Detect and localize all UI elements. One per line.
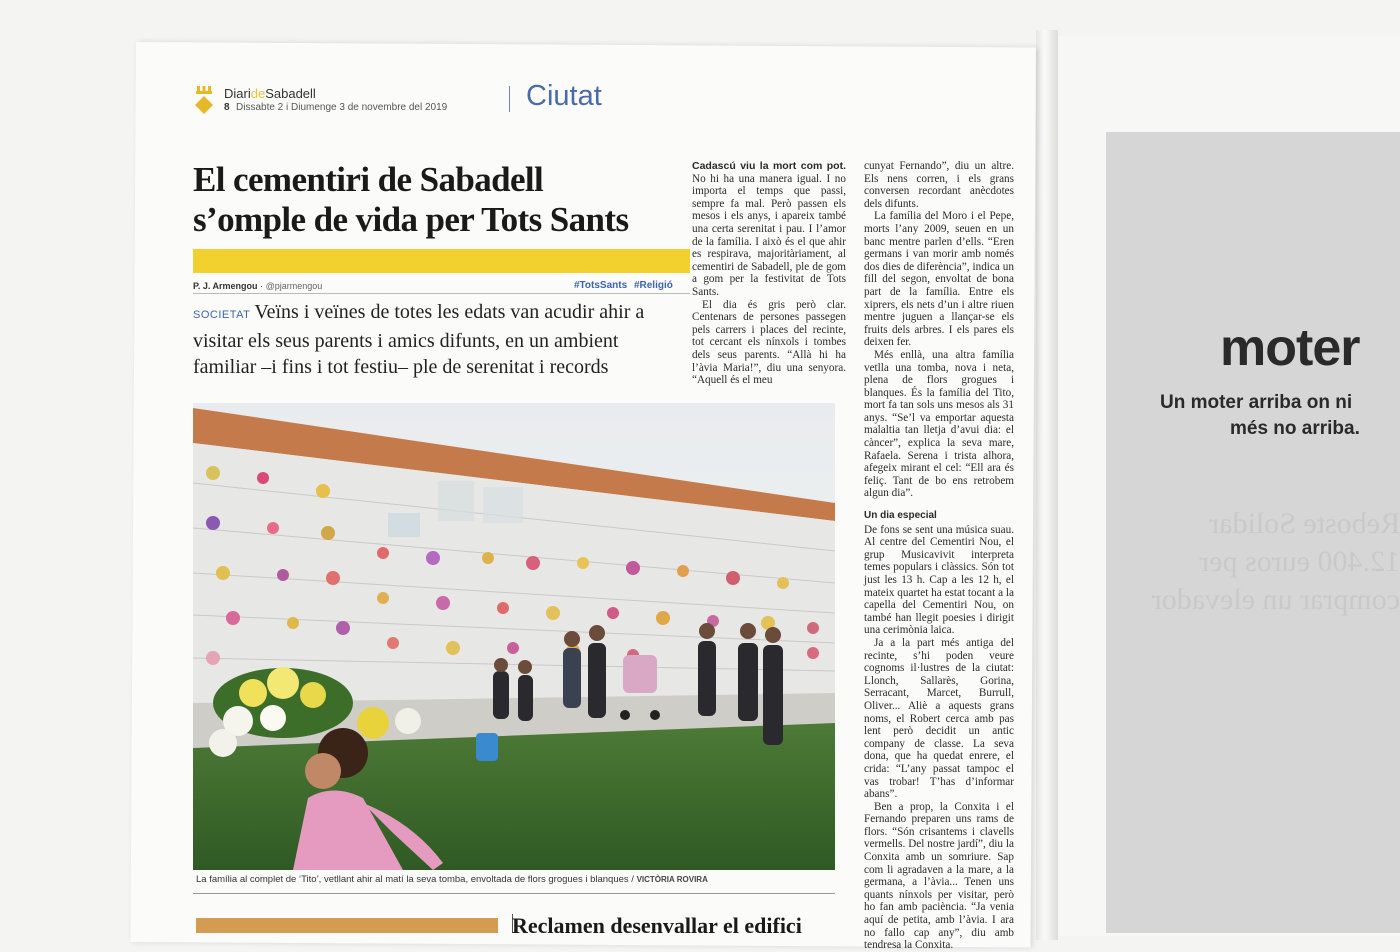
hashtag: #TotsSants [574,280,628,291]
text-column-2 [864,160,1014,952]
article-bottom-rule [193,893,835,894]
paragraph-lead-in: Cadascú viu la mort com pot. [692,160,846,172]
paragraph: Més enllà, una altra família vetlla una tomba, nova i neta, plena de flors grogues i blanques. És la família del Tito, mort fa tan sols uns mesos als 31 anys. “Se’l va emportar aquesta malaltia tan lletja d’avui dia: el càncer”, explica la seva mare, Rafaela. Serena i trista alhora, afegeix mirant el cel: “Ell ara és feliç. Tant de bo ens retrobem algun dia”. [864,348,1014,500]
newspaper-spine [1036,30,1058,940]
diari-logo-icon [194,86,214,116]
lead-category: SOCIETAT [193,309,251,321]
advert-subtitle: Un moter arriba on ni més no arriba. [1160,392,1360,439]
paragraph: cunyat Fernando”, diu un altre. Els nens corren, i els grans conversen recordant anècdotes dels difunts. [864,160,1014,210]
photo-caption: La família al complet de ‘Tito’, vetllant ahir al matí la seva tomba, envoltada de flors grogues i blanques / VICTÒRIA ROVIRA [196,874,708,885]
paragraph: Ben a prop, la Conxita i el Fernando preparen uns rams de flors. “Són crisantems i clavells vermells. Del nostre jardí”, diu la Conxita amb un somriure. Sap com li agradaven a la mare, a la germana, a l’àvia... Tenen uns quants nínxols per visitar, però ho fan amb paciència. “Ja venia aquí de petita, amb l’àvia. I ara no fallo cap any”, diu amb tendresa la Conxita. [864,800,1014,952]
cemetery-photo [193,403,835,870]
article-lead: SOCIETAT Veïns i veïnes de totes les edats van acudir ahir a visitar els seus parents i amics difunts, en un ambient familiar –i fins i tot festiu– ple de serenitat i records [193,301,645,378]
headline-highlight-bar [193,249,690,273]
page-number: 8 [224,102,230,113]
paragraph: El dia és gris però clar. Centenars de persones passegen pels carrers i places del recinte, tot cercant els nínxols i tombes dels seus parents. “Allà hi ha l’àvia Maria!”, diu una senyora. “Aquell és el meu [692,298,846,387]
section-divider [509,86,510,112]
text-column-1: Cadascú viu la mort com pot. No hi ha una manera igual. I no importa el temps que passi, sempre fa mal. Però passen els mesos i els anys, i apareix també una certa serenitat i pau. I l’amor de la família. I això és el que ahir es respirava, majoritàriament, al cementiri de Sabadell, ple de gom a gom per la festivitat de Tots Sants. El dia és gris però clar. Centenars de persones passegen pels carrers i places del recinte, tot cercant els nínxols i tombes dels seus parents. “Allà hi ha l’àvia Maria!”, diu una senyora. “Aquell és el meu [692,160,846,387]
next-article-photo [196,918,498,933]
hashtag: #Religió [633,280,673,291]
subheading: Un dia especial [864,510,937,522]
author-name: P. J. Armengou [193,281,258,291]
byline: P. J. Armengou · @pjarmengou [193,281,323,291]
paragraph: La família del Moro i el Pepe, morts l’any 2009, seuen en un banc mentre parlen d’ells. “Eren germans i van morir amb només dos dies de diferència”, indica un fill del segon, envoltat de bona part de la família. Entre els xiprers, els nets d’un i altre riuen mentre juguen a llançar-se els fruits dels arbres. I els pares els deixen fer. [864,210,1014,349]
byline-rule [193,293,690,294]
paragraph: De fons se sent una música suau. Al centre del Cementiri Nou, el grup Musicavivit interpreta temes populars i clàssics. Són tot just les 13 h. Cap a les 12 h, el mateix quartet ha estat tocant a la capella del Cementiri Nou, on també han llegit poesies i dirigit una cerimònia laica. [864,523,1014,637]
newspaper-name: DiarideSabadell [224,86,316,101]
photo-credit: VICTÒRIA ROVIRA [636,875,708,884]
paragraph: Ja a la part més antiga del recinte, s’hi poden veure cognoms il·lustres de la ciutat: Llonch, Sallarès, Gorina, Serracant, Marcet, Burrull, Oliver... Aliè a aquests grans noms, el Robert cerca amb pas lent però decidit un antic company de classe. La seva dona, que ha quedat enrere, el crida: “L’any passat tampoc el vas trobar! T’has d’informar abans”. [864,636,1014,801]
next-article-headline: Reclamen desenvallar el edifici [512,913,802,933]
advert-title: moter [1220,319,1360,377]
issue-date: Dissabte 2 i Diumenge 3 de novembre del 2019 [236,102,448,113]
author-handle: @pjarmengou [265,281,323,291]
section-title: Ciutat [526,80,602,112]
hashtags [570,280,673,291]
article-headline: El cementiri de Sabadell s’omple de vida per Tots Sants [193,160,629,239]
advert-bleed-through-text: Reboste Solidar 12.400 euros per comprar un elevador [1151,507,1400,616]
